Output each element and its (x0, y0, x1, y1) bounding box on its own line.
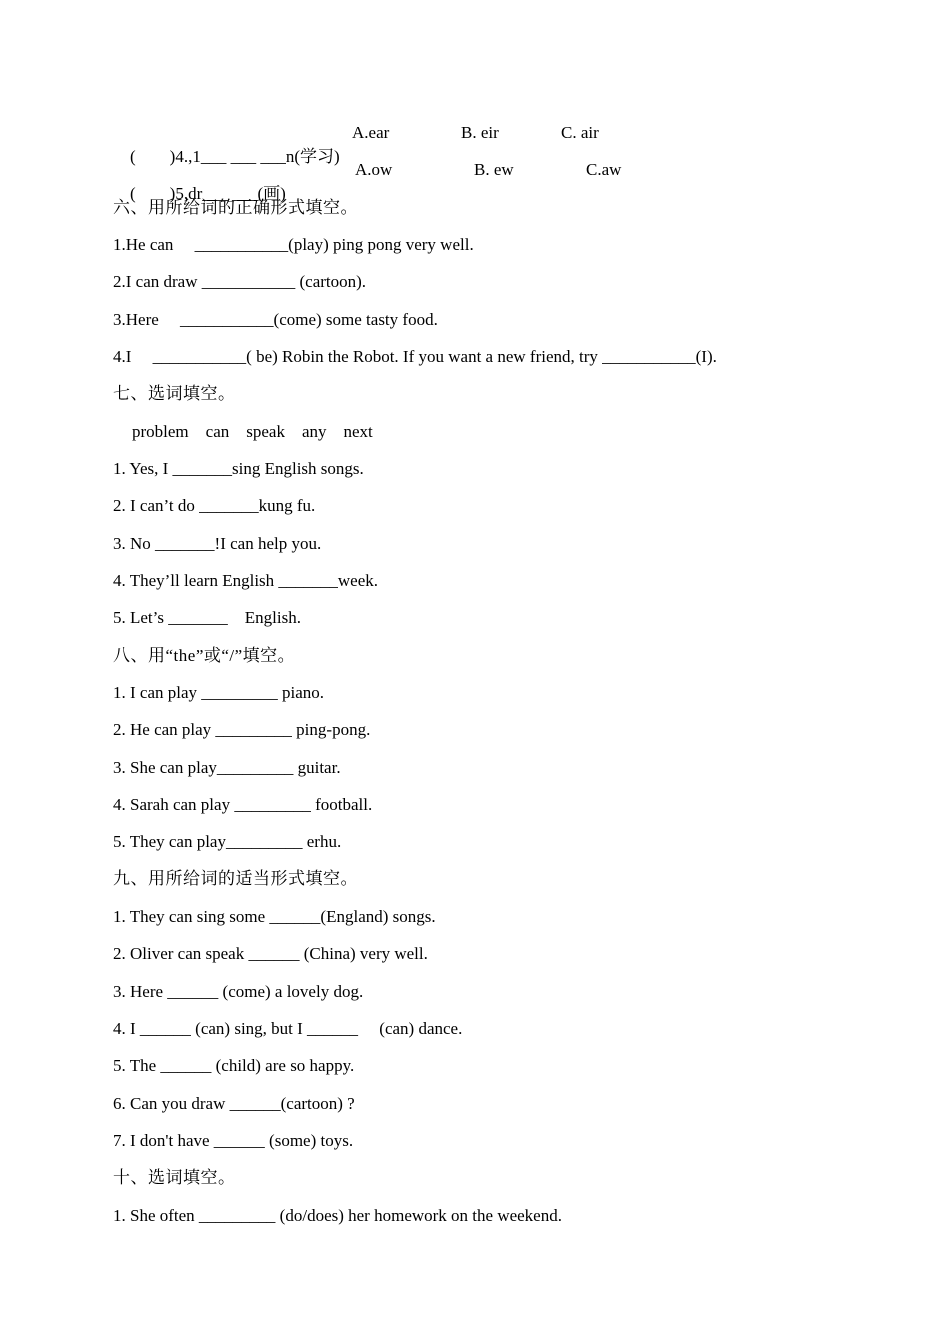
section-9-item: 1. They can sing some ______(England) songs. (113, 907, 436, 926)
section-9-item: 7. I don't have ______ (some) toys. (113, 1131, 354, 1150)
section-8-item: 3. She can play_________ guitar. (113, 758, 341, 777)
option-b: B. ew (474, 160, 514, 179)
section-7-item: 1. Yes, I _______sing English songs. (113, 459, 364, 478)
section-9-item: 5. The ______ (child) are so happy. (113, 1056, 355, 1075)
option-c: C.aw (586, 160, 622, 179)
section-7-title: 七、选词填空。 (113, 384, 236, 403)
question-stem: ( )5,dr___ ___(画) (130, 184, 286, 203)
section-7-item: 5. Let’s _______ English. (113, 608, 301, 627)
section-8-item: 2. He can play _________ ping-pong. (113, 720, 371, 739)
option-c: C. air (561, 123, 599, 142)
word-bank: problem can speak any next (132, 422, 373, 441)
section-10-item: 1. She often _________ (do/does) her homework on the weekend. (113, 1206, 562, 1225)
section-6-item: 3.Here ___________(come) some tasty food. (113, 310, 438, 329)
section-9-title: 九、用所给词的适当形式填空。 (113, 869, 358, 888)
section-10-title: 十、选词填空。 (113, 1168, 236, 1187)
section-6-title: 六、用所给词的正确形式填空。 (113, 198, 358, 217)
section-6-item: 4.I ___________( be) Robin the Robot. If you want a new friend, try ___________(I). (113, 347, 717, 366)
option-a: A.ear (352, 123, 390, 142)
question-5-4 (113, 121, 340, 166)
section-7-item: 3. No _______!I can help you. (113, 534, 322, 553)
section-7-item: 2. I can’t do _______kung fu. (113, 496, 316, 515)
section-8-item: 1. I can play _________ piano. (113, 683, 325, 702)
section-9-item: 2. Oliver can speak ______ (China) very well. (113, 944, 428, 963)
section-6-item: 1.He can ___________(play) ping pong very well. (113, 235, 474, 254)
section-8-item: 5. They can play_________ erhu. (113, 832, 342, 851)
section-9-item: 4. I ______ (can) sing, but I ______ (can) dance. (113, 1019, 463, 1038)
question-5-5 (113, 158, 286, 203)
question-stem: ( )4.,1___ ___ ___n(学习) (130, 147, 340, 166)
section-8-item: 4. Sarah can play _________ football. (113, 795, 373, 814)
section-9-item: 3. Here ______ (come) a lovely dog. (113, 982, 364, 1001)
option-b: B. eir (461, 123, 499, 142)
section-9-item: 6. Can you draw ______(cartoon) ? (113, 1094, 355, 1113)
section-6-item: 2.I can draw ___________ (cartoon). (113, 272, 367, 291)
option-a: A.ow (355, 160, 393, 179)
section-7-item: 4. They’ll learn English _______week. (113, 571, 379, 590)
section-8-title: 八、用“the”或“/”填空。 (113, 646, 296, 665)
